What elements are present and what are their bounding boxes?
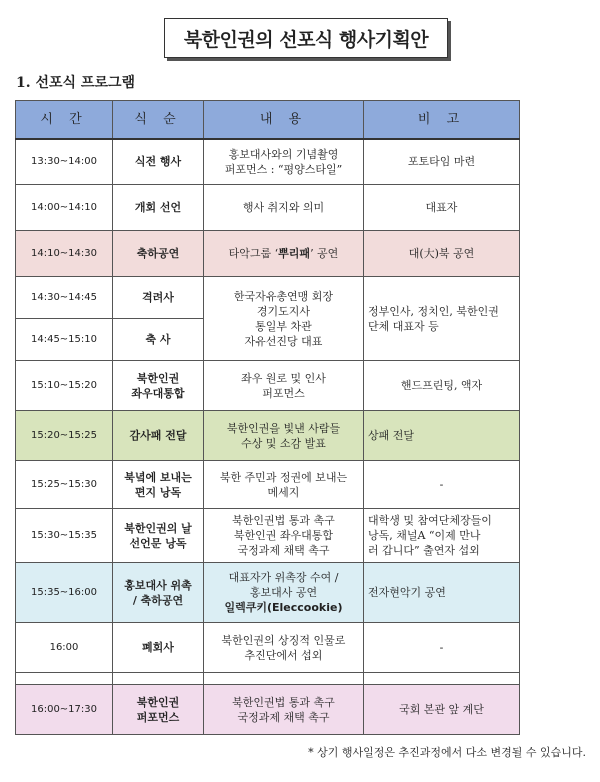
header-note: 비 고 [364,101,520,139]
header-order: 식 순 [113,101,204,139]
cell-content-merged: 한국자유총연맹 회장 경기도지사 통일부 차관 자유선진당 대표 [204,277,364,361]
cell-order: 축 사 [113,319,204,361]
table-header-row [16,101,520,139]
table-row [16,185,520,231]
cell-content: 타악그룹 ‘뿌리패’ 공연 [204,231,364,277]
cell-time: 15:20~15:25 [16,411,113,461]
table-row [16,685,520,735]
cell-note: 상패 전달 [364,411,520,461]
cell-order: 폐회사 [113,623,204,673]
table-row [16,277,520,319]
cell-note: 대(大)북 공연 [364,231,520,277]
table-row [16,509,520,563]
program-table [15,100,520,735]
cell-note: - [364,461,520,509]
cell-order: 북한인권 퍼포먼스 [113,685,204,735]
cell-content: 북한 주민과 정권에 보내는 메세지 [204,461,364,509]
cell-time: 16:00~17:30 [16,685,113,735]
cell-order: 북한인권 좌우대통합 [113,361,204,411]
cell-order: 식전 행사 [113,139,204,185]
cell-content: 북한인권법 통과 촉구 북한인권 좌우대통합 국정과제 채택 촉구 [204,509,364,563]
table-spacer-row [16,673,520,685]
cell-content: 좌우 원로 및 인사 퍼포먼스 [204,361,364,411]
table-row [16,461,520,509]
cell-note: 핸드프린팅, 액자 [364,361,520,411]
cell-content: 대표자가 위촉장 수여 / 홍보대사 공연 일렉쿠키(Eleccookie) [204,563,364,623]
cell-note: 국회 본관 앞 계단 [364,685,520,735]
section-heading: 1. 선포식 프로그램 [16,75,136,91]
cell-note: - [364,623,520,673]
cell-order: 축하공연 [113,231,204,277]
cell-content: 북한인권법 통과 촉구 국정과제 채택 촉구 [204,685,364,735]
cell-time: 16:00 [16,623,113,673]
table-row [16,231,520,277]
cell-order: 격려사 [113,277,204,319]
cell-content: 북한인권의 상징적 인물로 추진단에서 섭외 [204,623,364,673]
document-title: 북한인권의 선포식 행사기획안 [164,18,448,58]
cell-time: 14:30~14:45 [16,277,113,319]
cell-time: 15:10~15:20 [16,361,113,411]
table-row [16,563,520,623]
cell-time: 13:30~14:00 [16,139,113,185]
cell-time: 15:30~15:35 [16,509,113,563]
cell-note: 전자현악기 공연 [364,563,520,623]
cell-note: 대표자 [364,185,520,231]
header-content: 내 용 [204,101,364,139]
cell-order: 홍보대사 위촉 / 축하공연 [113,563,204,623]
cell-content: 북한인권을 빛낸 사람들 수상 및 소감 발표 [204,411,364,461]
cell-order: 개회 선언 [113,185,204,231]
cell-order: 북녘에 보내는 편지 낭독 [113,461,204,509]
table-row [16,361,520,411]
footnote: * 상기 행사일정은 추진과정에서 다소 변경될 수 있습니다. [308,746,586,759]
cell-time: 15:25~15:30 [16,461,113,509]
cell-note-merged: 정부인사, 정치인, 북한인권 단체 대표자 등 [364,277,520,361]
cell-time: 15:35~16:00 [16,563,113,623]
header-time: 시 간 [16,101,113,139]
cell-order: 감사패 전달 [113,411,204,461]
cell-note: 포토타임 마련 [364,139,520,185]
cell-time: 14:10~14:30 [16,231,113,277]
table-row [16,623,520,673]
cell-order: 북한인권의 날 선언문 낭독 [113,509,204,563]
cell-note: 대학생 및 참여단체장들이 낭독, 채널A “이제 만나 러 갑니다” 출연자 섭외 [364,509,520,563]
cell-time: 14:45~15:10 [16,319,113,361]
cell-content: 행사 취지와 의미 [204,185,364,231]
table-row [16,139,520,185]
cell-content: 홍보대사와의 기념촬영 퍼포먼스 : “평양스타일” [204,139,364,185]
cell-time: 14:00~14:10 [16,185,113,231]
table-row [16,411,520,461]
